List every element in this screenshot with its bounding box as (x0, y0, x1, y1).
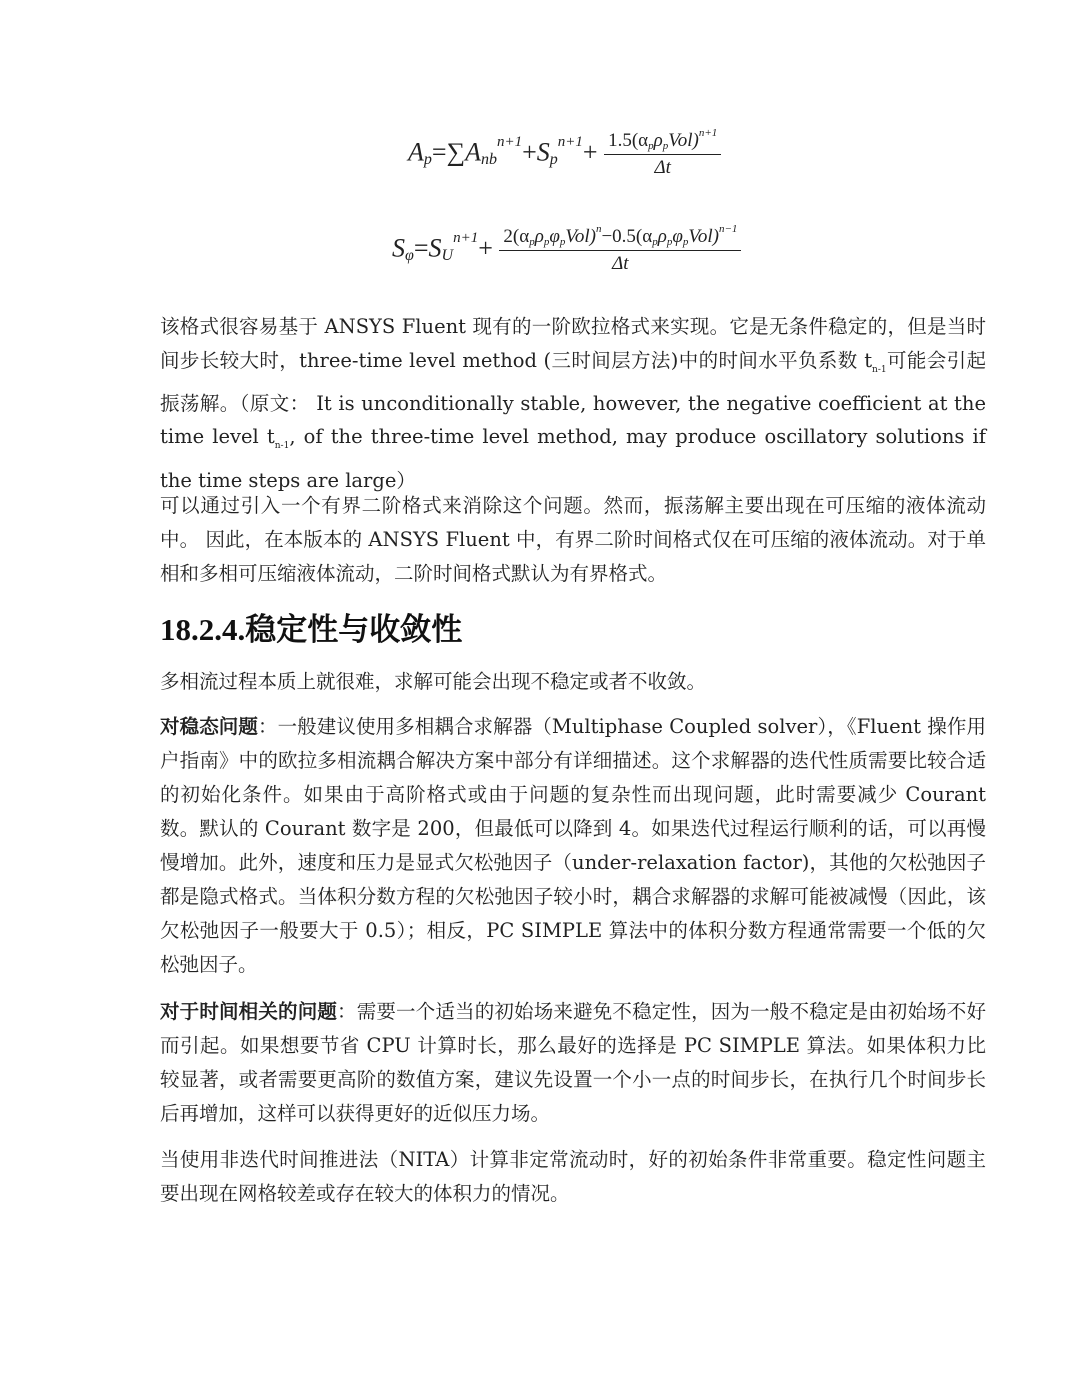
eq1-lhs-sub: p (423, 151, 432, 169)
eq2-lhs-sub: φ (405, 247, 414, 265)
eq2-term1: S (428, 233, 442, 263)
paragraph-time-dependent: 对于时间相关的问题：需要一个适当的初始场来避免不稳定性，因为一般不稳定是由初始场不好而引起。如果想要节省 CPU 计算时长，那么最好的选择是 PC SIMPLE 算法。如果体积力比较显著，或者需要更高阶的数值方案，建议先设置一个小一点的时间步长，在执行几个时间步长后再增加，这样可以获得更好的近似压力场。 (160, 1000, 986, 1125)
eq1-term1-sup: n+1 (497, 134, 523, 151)
eq2-fraction (499, 223, 741, 275)
eq1-fraction-numerator: $1.5(\alpha_p\rho_pVol)^{n+1}$ (604, 130, 721, 155)
eq2-term1-sup: n+1 (453, 230, 479, 247)
equation-sphi (392, 223, 741, 275)
eq1-plus1: + (522, 137, 537, 167)
paragraph-steady-state: 对稳态问题：一般建议使用多相耦合求解器（Multiphase Coupled solver），《Fluent 操作用户指南》中的欧拉多相流耦合解决方案中部分有详细描述。这个求解器的迭代性质需要比较合适的初始化条件。如果由于高阶格式或由于问题的复杂性而出现问题，此时需要减少 Courant 数。默认的 Courant 数字是 200，但最低可以降到 4。如果迭代过程运行顺利的话，可以再慢慢增加。此外，速度和压力是显式欠松弛因子（under-relaxation factor)，其他的欠松弛因子都是隐式格式。当体积分数方程的欠松弛因子较小时，耦合求解器的求解可能被减慢（因此，该欠松弛因子一般要大于 0.5）；相反，PC SIMPLE 算法中的体积分数方程通常需要一个低的欠松弛因子。 (160, 715, 986, 976)
paragraph-bounded-second-order: 可以通过引入一个有界二阶格式来消除这个问题。然而，振荡解主要出现在可压缩的液体流动中。 因此，在本版本的 ANSYS Fluent 中，有界二阶时间格式仅在可压缩的液体流动。对于单相和多相可压缩液体流动，二阶时间格式默认为有界格式。 (160, 494, 986, 585)
eq1-term1: A (465, 137, 481, 167)
eq2-equals: = (413, 233, 429, 263)
equation-ap (408, 127, 721, 179)
eq2-lhs: S (392, 233, 405, 263)
eq1-term1-sub: nb (481, 151, 497, 169)
eq2-fraction-numerator: $2(\alpha_p\rho_p\varphi_pVol)^n-0.5(\alpha_p\rho_p\varphi_pVol)^{n-1}$ (499, 226, 741, 251)
eq1-plus2: + (582, 137, 598, 167)
eq1-equals: = (431, 137, 447, 167)
eq1-fraction (604, 127, 721, 179)
paragraph-multiphase-difficulty: 多相流过程本质上就很难，求解可能会出现不稳定或者不收敛。 (160, 670, 707, 693)
section-heading: 18.2.4.稳定性与收敛性 (160, 612, 463, 647)
eq2-term1-sub: U (441, 247, 454, 265)
paragraph-scheme-stability: 该格式很容易基于 ANSYS Fluent 现有的一阶欧拉格式来实现。它是无条件稳定的，但是当时间步长较大时，three-time level method (三时间层方法)中的时间水平负系数 $t_{n-1}$可能会引起振荡解。（原文： It is unconditionally stable, however, the negative coefficient at the time level $t_{n-1}$, of the three-time level method, may produce oscillatory solutions if the time steps are large） (160, 315, 986, 492)
steady-state-label: 对稳态问题 (160, 715, 258, 738)
paragraph-nita: 当使用非迭代时间推进法（NITA）计算非定常流动时，好的初始条件非常重要。稳定性问题主要出现在网格较差或存在较大的体积力的情况。 (160, 1148, 986, 1205)
eq1-term2-sup: n+1 (557, 134, 583, 151)
eq2-fraction-denominator: Δt (612, 253, 629, 274)
eq1-term2: S (536, 137, 550, 167)
eq1-fraction-denominator: Δt (654, 157, 671, 178)
eq1-lhs: A (408, 137, 424, 167)
time-dependent-label: 对于时间相关的问题 (160, 1000, 338, 1023)
eq1-sum: ∑ (446, 137, 466, 167)
eq2-plus: + (478, 233, 493, 263)
eq1-term2-sub: p (549, 151, 558, 169)
